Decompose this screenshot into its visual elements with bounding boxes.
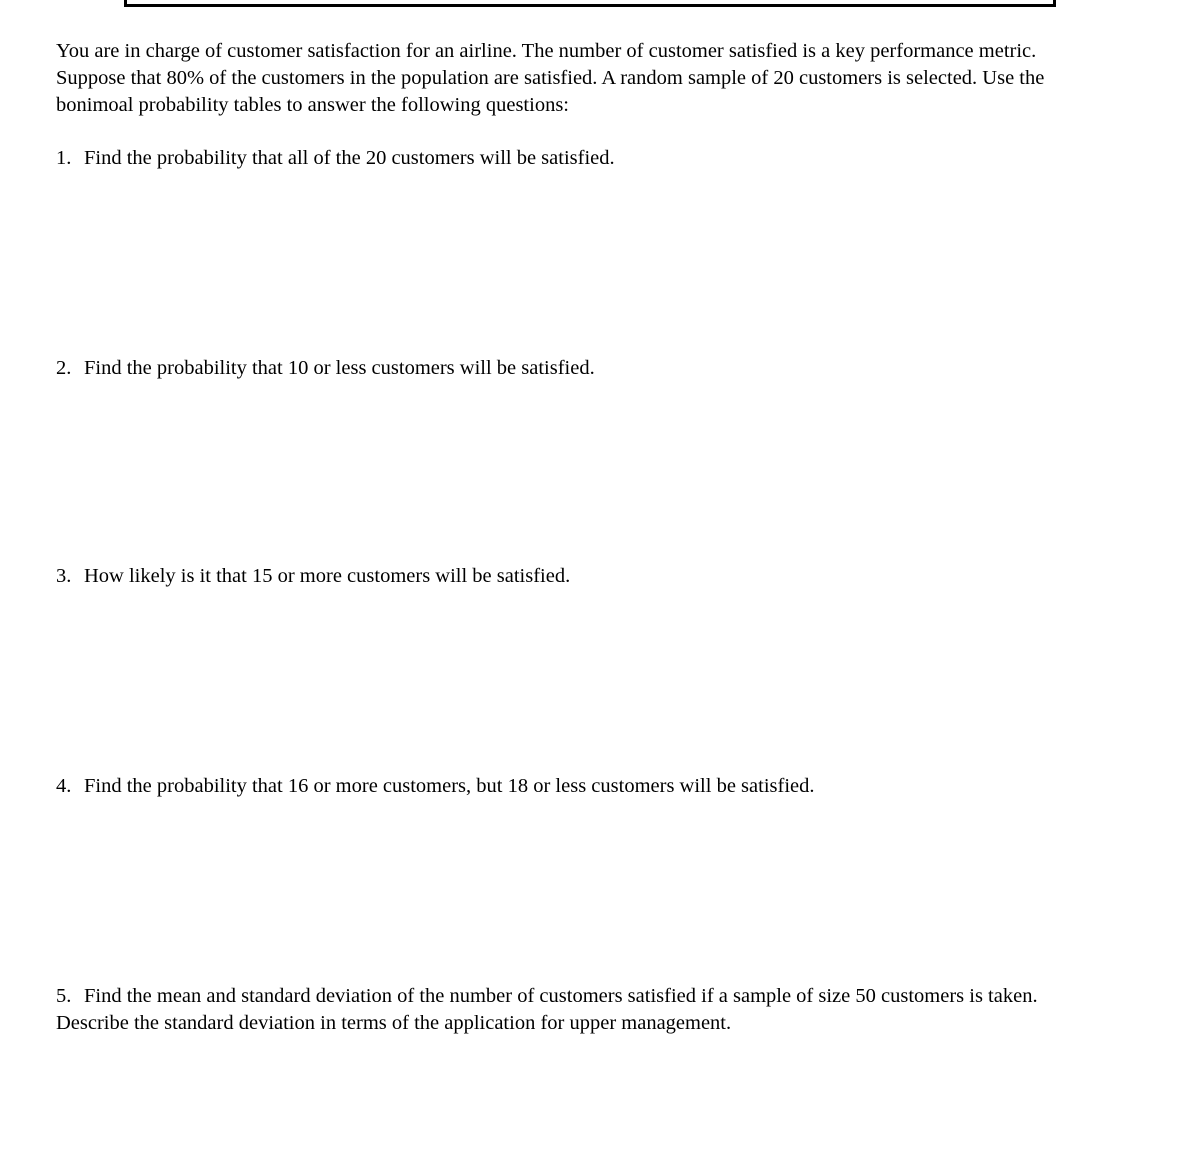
- question-text: Find the probability that all of the 20 customers will be satisfied.: [84, 147, 615, 169]
- question-number: 1.: [56, 147, 72, 169]
- question-number: 5.: [56, 985, 72, 1007]
- question-1: [56, 145, 1096, 172]
- question-number: 4.: [56, 775, 72, 797]
- question-5: [56, 983, 1096, 1037]
- question-2: [56, 355, 1096, 382]
- question-text: How likely is it that 15 or more customers will be satisfied.: [84, 565, 571, 587]
- question-4: [56, 773, 1096, 800]
- question-number: 3.: [56, 565, 72, 587]
- question-3: [56, 563, 1096, 590]
- question-text: Find the mean and standard deviation of the number of customers satisfied if a sample of size 50 customers is taken. Describe the standard deviation in terms of the application for upper management.: [56, 985, 1038, 1034]
- question-text: Find the probability that 10 or less customers will be satisfied.: [84, 357, 595, 379]
- question-number: 2.: [56, 357, 72, 379]
- header-box: [124, 0, 1056, 7]
- question-text: Find the probability that 16 or more customers, but 18 or less customers will be satisfied.: [84, 775, 815, 797]
- intro-paragraph: You are in charge of customer satisfaction for an airline. The number of customer satisfied is a key performance metric. Suppose that 80% of the customers in the population are satisfied. A random sample of 20 customers is selected. Use the bonimoal probability tables to answer the following questions:: [56, 40, 1045, 116]
